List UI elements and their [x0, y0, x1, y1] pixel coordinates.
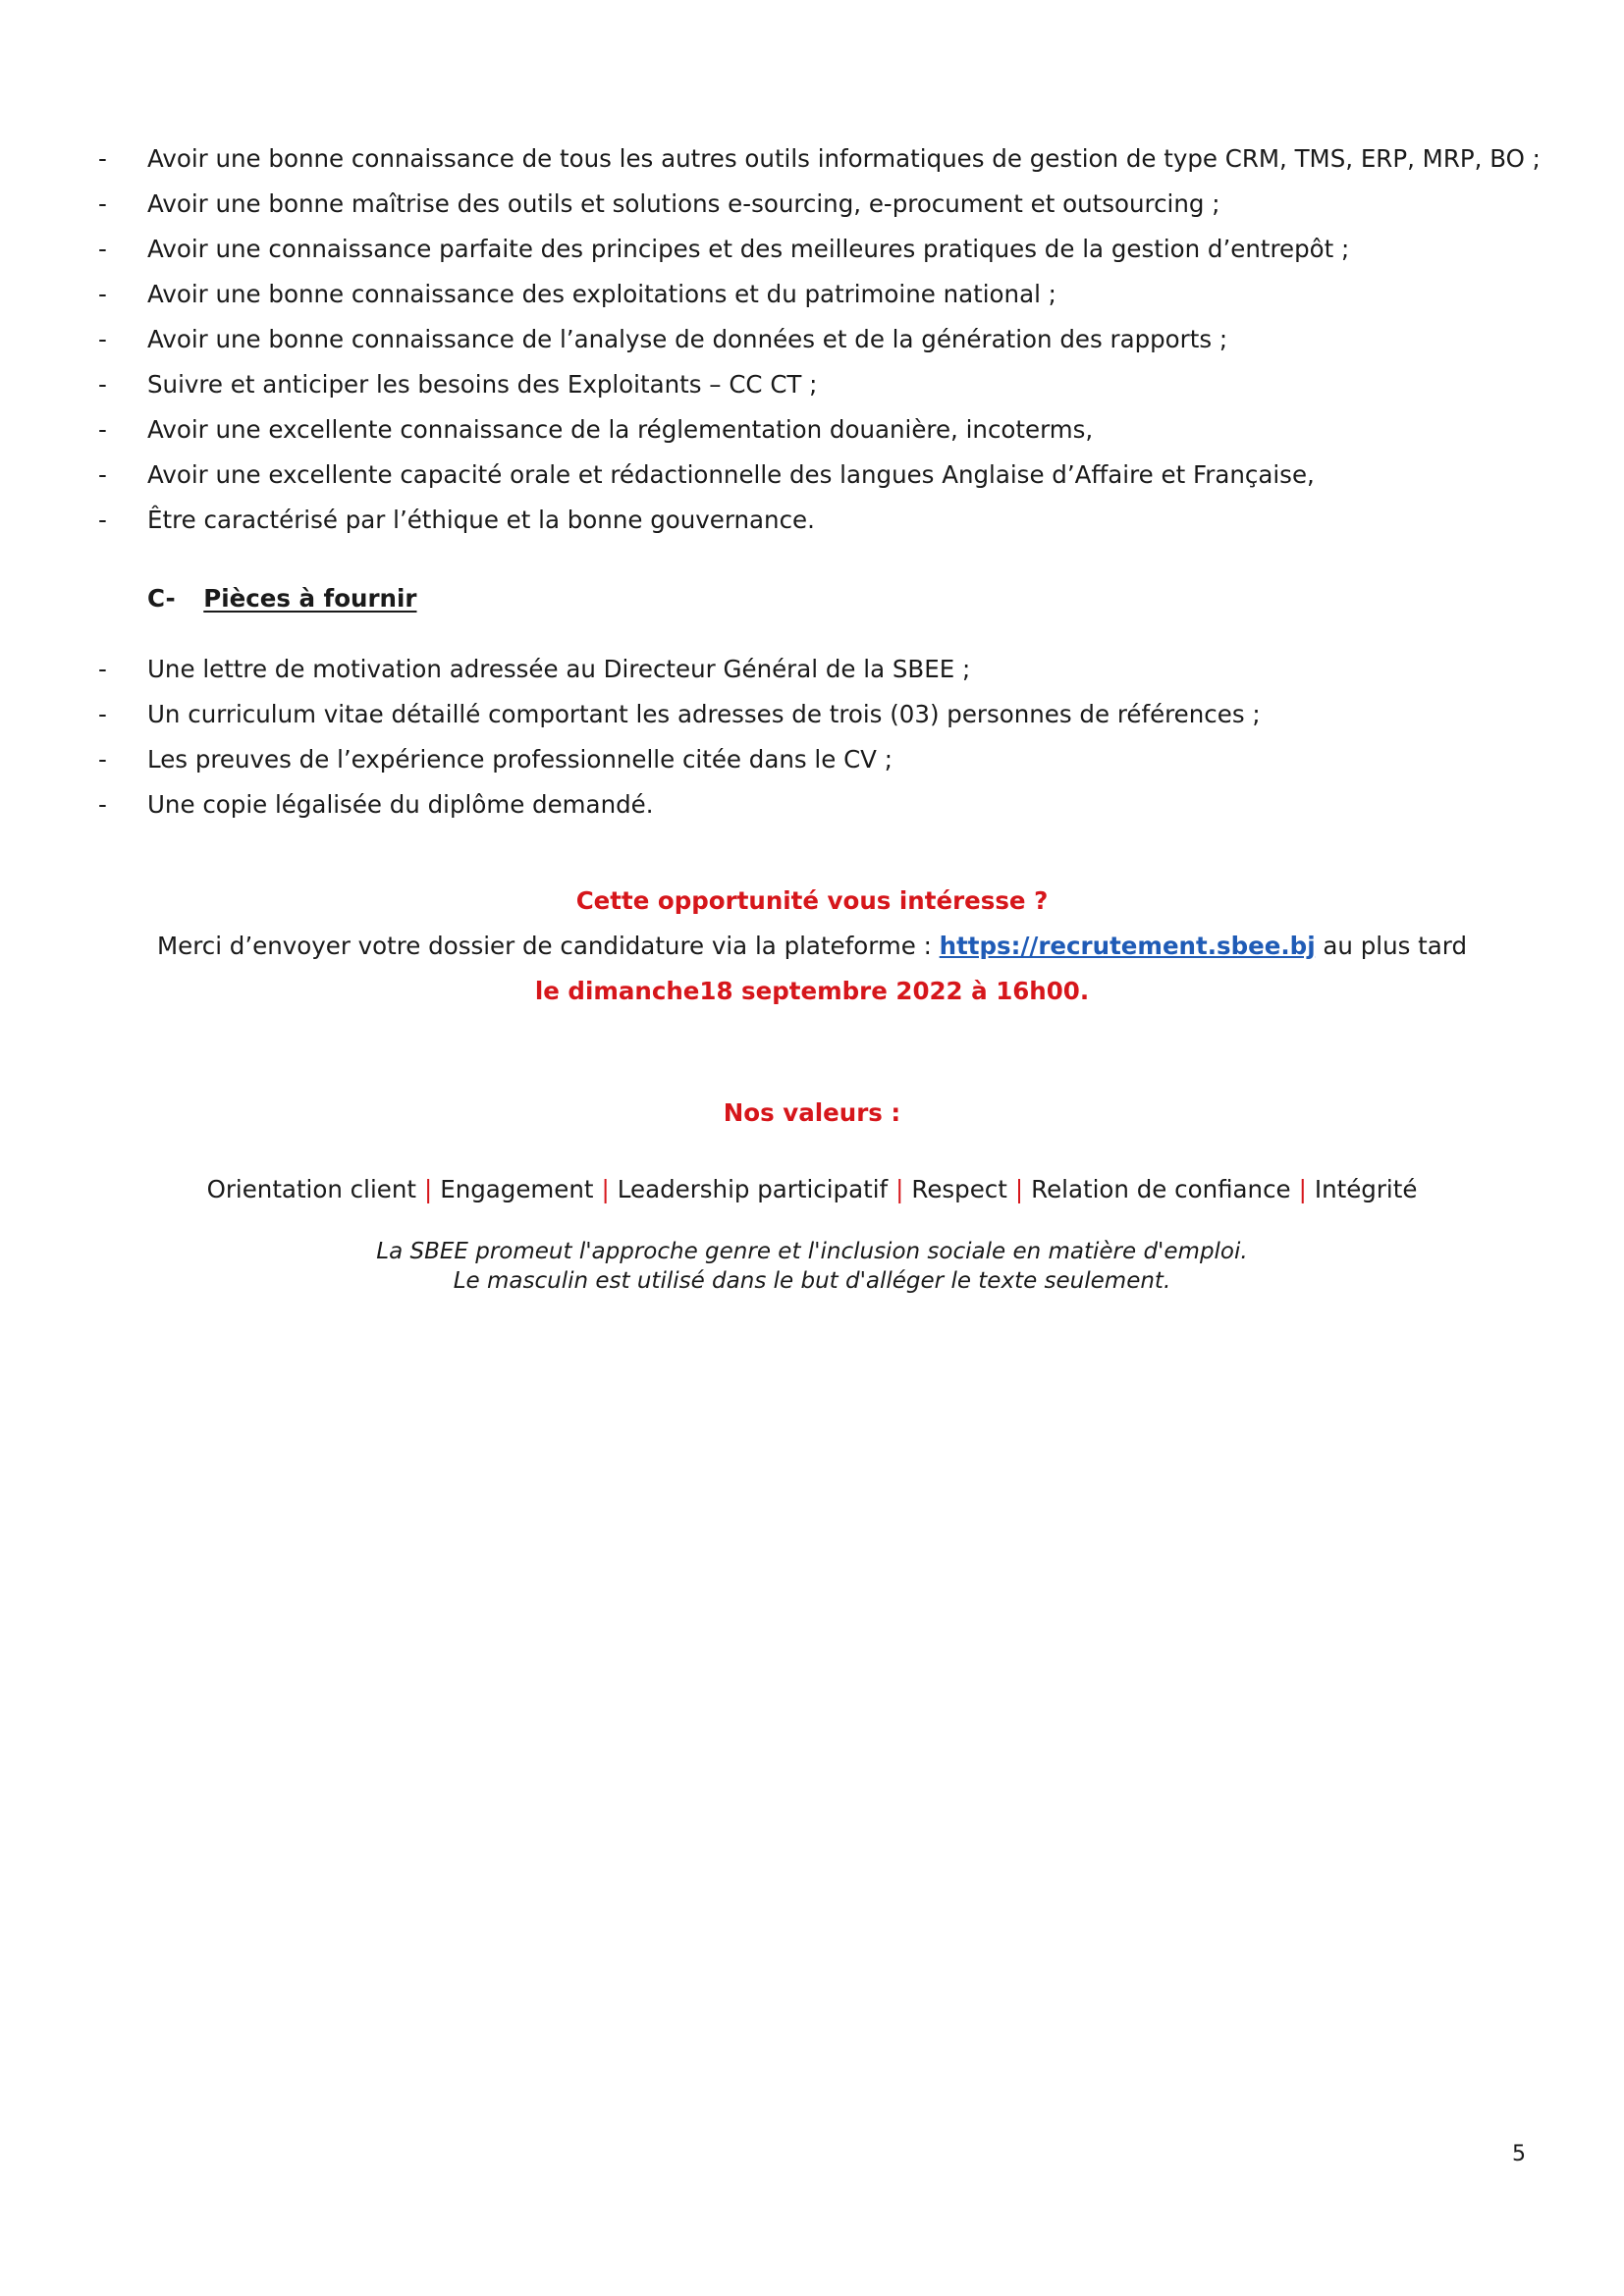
requirement-item — [98, 136, 1551, 182]
bullet-dash: - — [98, 655, 107, 683]
value-item: Respect — [911, 1175, 1007, 1203]
value-separator: | — [1298, 1175, 1307, 1203]
bullet-dash: - — [98, 144, 107, 173]
requirement-item-text: Avoir une connaissance parfaite des principes et des meilleures pratiques de la gestion d’entrepôt ; — [147, 235, 1350, 263]
requirement-item-text: Suivre et anticiper les besoins des Exploitants – CC CT ; — [147, 370, 818, 399]
bullet-dash: - — [98, 370, 107, 399]
document-item-text: Une copie légalisée du diplôme demandé. — [147, 790, 654, 819]
note-line-2: Le masculin est utilisé dans le but d'alléger le texte seulement. — [453, 1268, 1171, 1294]
requirement-item-text: Avoir une bonne maîtrise des outils et solutions e-sourcing, e-procument et outsourcing ; — [147, 189, 1220, 218]
requirement-item — [98, 362, 1551, 407]
bullet-dash: - — [98, 280, 107, 308]
values-list — [0, 1168, 1624, 1211]
value-item: Relation de confiance — [1031, 1175, 1291, 1203]
cta-text-after: au plus tard — [1315, 932, 1467, 960]
cta-title: Cette opportunité vous intéresse ? — [575, 886, 1049, 915]
requirement-item — [98, 407, 1551, 453]
value-separator: | — [423, 1175, 433, 1203]
requirement-item-text: Avoir une bonne connaissance de l’analyse de données et de la génération des rapports ; — [147, 325, 1228, 353]
value-separator: | — [601, 1175, 610, 1203]
note-line-1: La SBEE promeut l'approche genre et l'inclusion sociale en matière d'emploi. — [376, 1239, 1248, 1264]
document-item-text: Les preuves de l’expérience professionnelle citée dans le CV ; — [147, 745, 893, 774]
value-item: Intégrité — [1314, 1175, 1418, 1203]
cta-deadline: le dimanche18 septembre 2022 à 16h00. — [534, 977, 1090, 1005]
requirement-item — [98, 498, 1551, 543]
value-item: Leadership participatif — [617, 1175, 889, 1203]
value-separator: | — [1014, 1175, 1024, 1203]
bullet-dash: - — [98, 460, 107, 489]
values-title: Nos valeurs : — [723, 1098, 901, 1127]
bullet-dash: - — [98, 415, 107, 444]
bullet-dash: - — [98, 790, 107, 819]
documents-list — [98, 647, 1551, 828]
bullet-dash: - — [98, 700, 107, 728]
document-item — [98, 737, 1551, 782]
cta-text-before: Merci d’envoyer votre dossier de candidature via la plateforme : — [157, 932, 940, 960]
section-letter: C- — [147, 584, 176, 613]
bullet-dash: - — [98, 325, 107, 353]
page-number: 5 — [1512, 2142, 1526, 2166]
document-item-text: Une lettre de motivation adressée au Directeur Général de la SBEE ; — [147, 655, 971, 683]
document-item — [98, 692, 1551, 737]
document-item-text: Un curriculum vitae détaillé comportant les adresses de trois (03) personnes de références ; — [147, 700, 1261, 728]
bullet-dash: - — [98, 189, 107, 218]
value-item: Orientation client — [206, 1175, 416, 1203]
recruitment-link[interactable]: https://recrutement.sbee.bj — [939, 932, 1316, 960]
requirements-list — [98, 136, 1551, 543]
bullet-dash: - — [98, 235, 107, 263]
value-item: Engagement — [440, 1175, 594, 1203]
requirement-item-text: Être caractérisé par l’éthique et la bonne gouvernance. — [147, 506, 815, 534]
document-item — [98, 647, 1551, 692]
requirement-item-text: Avoir une bonne connaissance des exploitations et du patrimoine national ; — [147, 280, 1056, 308]
requirement-item-text: Avoir une excellente capacité orale et rédactionnelle des langues Anglaise d’Affaire et Française, — [147, 460, 1315, 489]
requirement-item-text: Avoir une excellente connaissance de la réglementation douanière, incoterms, — [147, 415, 1094, 444]
bullet-dash: - — [98, 745, 107, 774]
bullet-dash: - — [98, 506, 107, 534]
value-separator: | — [895, 1175, 904, 1203]
requirement-item — [98, 272, 1551, 317]
requirement-item-text: Avoir une bonne connaissance de tous les autres outils informatiques de gestion de type CRM, TMS, ERP, MRP, BO ; — [147, 144, 1541, 173]
requirement-item — [98, 227, 1551, 272]
section-c-heading — [147, 577, 416, 620]
requirement-item — [98, 182, 1551, 227]
requirement-item — [98, 317, 1551, 362]
cta-text — [0, 924, 1624, 969]
requirement-item — [98, 453, 1551, 498]
document-item — [98, 782, 1551, 828]
section-title: Pièces à fournir — [203, 584, 417, 613]
